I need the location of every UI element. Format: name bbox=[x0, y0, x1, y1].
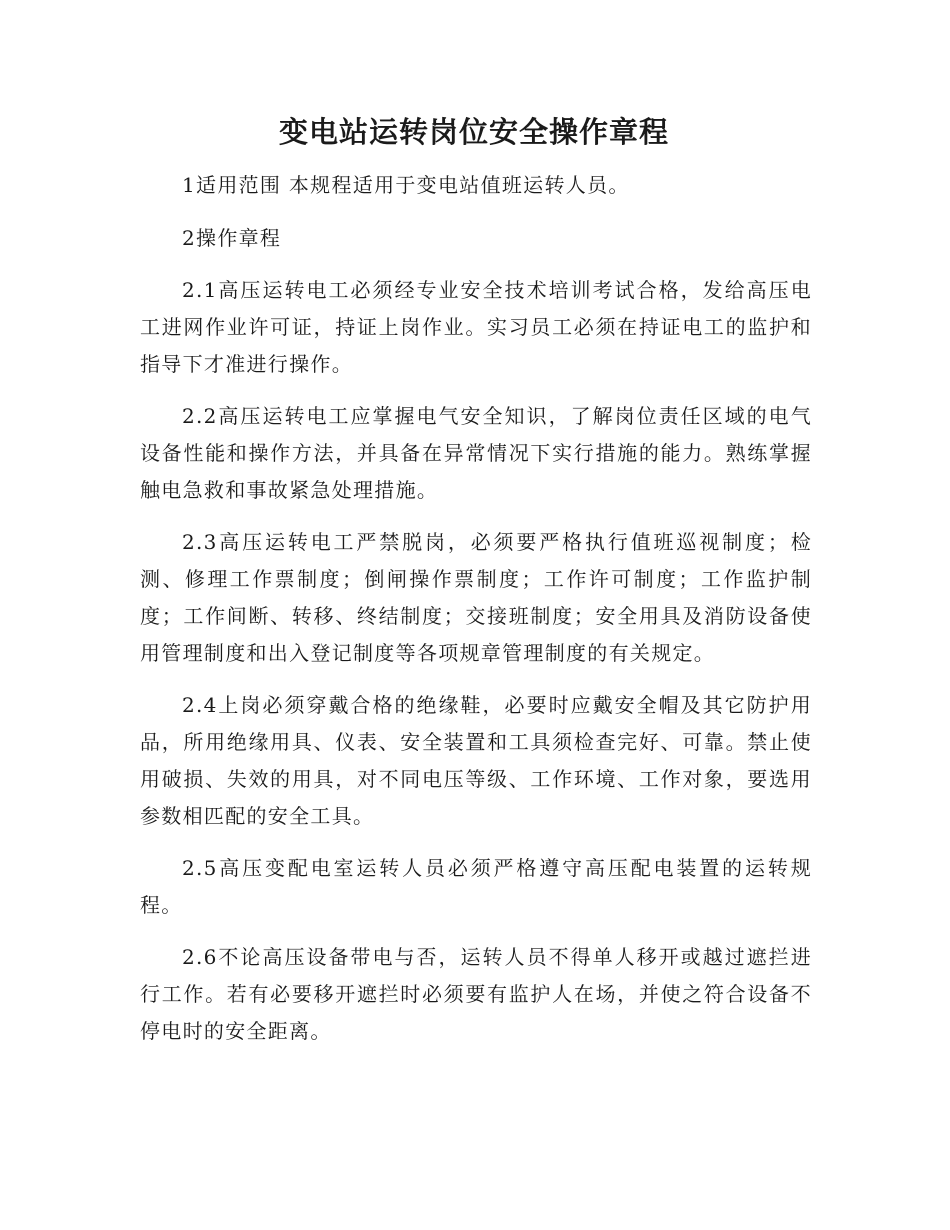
paragraph-scope: 1适用范围 本规程适用于变电站值班运转人员。 bbox=[182, 173, 630, 197]
document-title: 变电站运转岗位安全操作章程 bbox=[278, 115, 669, 149]
paragraph-2-3: 2.3高压运转电工严禁脱岗，必须要严格执行值班巡视制度；检测、修理工作票制度；倒闸操作票制度；工作许可制度；工作监护制度；工作间断、转移、终结制度；交接班制度；安全用具及消防设备使用管理制度和出入登记制度等各项规章管理制度的有关规定。 bbox=[140, 530, 812, 665]
document-page bbox=[140, 110, 812, 1050]
paragraph-2-2: 2.2高压运转电工应掌握电气安全知识，了解岗位责任区域的电气设备性能和操作方法，并具备在异常情况下实行措施的能力。熟练掌握触电急救和事故紧急处理措施。 bbox=[140, 404, 812, 502]
paragraph-2-5: 2.5高压变配电室运转人员必须严格遵守高压配电装置的运转规程。 bbox=[140, 856, 812, 917]
paragraph-operation-heading: 2操作章程 bbox=[182, 226, 282, 250]
paragraph-2-4: 2.4上岗必须穿戴合格的绝缘鞋，必要时应戴安全帽及其它防护用品，所用绝缘用具、仪表、安全装置和工具须检查完好、可靠。禁止使用破损、失效的用具，对不同电压等级、工作环境、工作对象，要选用参数相匹配的安全工具。 bbox=[140, 693, 812, 828]
paragraph-2-6: 2.6不论高压设备带电与否，运转人员不得单人移开或越过遮拦进行工作。若有必要移开遮拦时必须要有监护人在场，并使之符合设备不停电时的安全距离。 bbox=[140, 945, 812, 1043]
paragraph-2-1: 2.1高压运转电工必须经专业安全技术培训考试合格，发给高压电工进网作业许可证，持证上岗作业。实习员工必须在持证电工的监护和指导下才准进行操作。 bbox=[140, 278, 812, 376]
